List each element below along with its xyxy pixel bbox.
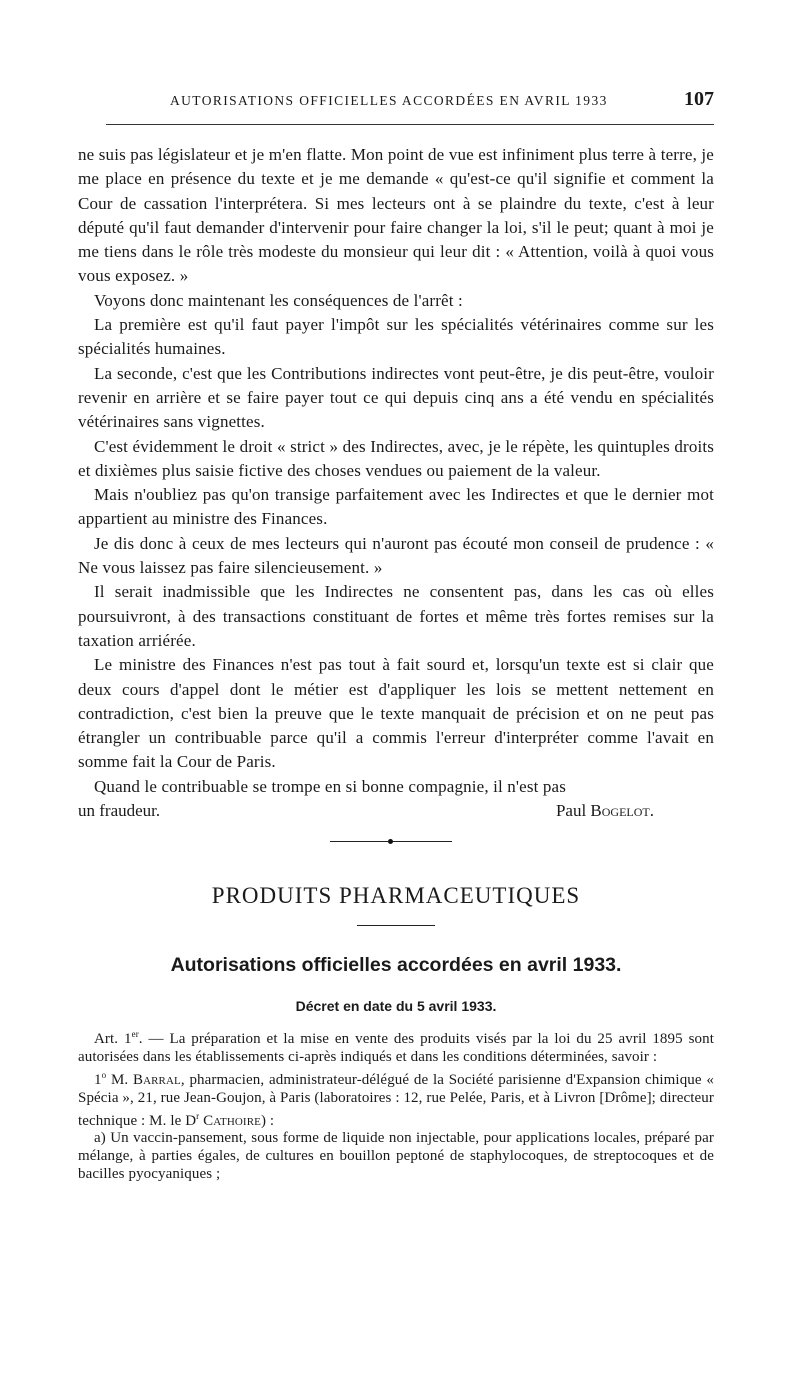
- art-text: . — La préparation et la mise en vente des produits visés par la loi du 25 avril 1895 sont autorisées dans les établissements ci-après indiqués et dans les conditions déterminées, savoir :: [78, 1031, 714, 1066]
- article-paragraph: [78, 1026, 714, 1067]
- paragraph: Voyons donc maintenant les conséquences de l'arrêt :: [94, 290, 463, 310]
- item-end: ) :: [260, 1112, 275, 1129]
- item-dr-sup: r: [196, 1110, 200, 1121]
- article-body: [78, 143, 714, 823]
- page-number: 107: [684, 88, 714, 110]
- ornament-divider: [330, 841, 452, 843]
- art-label: Art. 1: [94, 1031, 132, 1048]
- signoff-line: [78, 799, 714, 823]
- running-title: AUTORISATIONS OFFICIELLES ACCORDÉES EN AVRIL 1933: [170, 93, 608, 108]
- paragraph: Je dis donc à ceux de mes lecteurs qui n'auront pas écouté mon conseil de prudence : « Ne vous laissez pas faire silencieusement. »: [78, 533, 714, 578]
- running-header: [78, 88, 714, 114]
- paragraph: Le ministre des Finances n'est pas tout à fait sourd et, lorsqu'un texte est si clair que deux cours d'appel dont le métier est d'appliquer les lois se mettent nettement en contradiction, c'est bien la preuve que le texte manquait de précision et on ne peut pas étrangler un contribuable parce qu'il a commis l'erreur d'interpréter comme l'avait en somme fait la Cour de Paris.: [78, 655, 714, 772]
- paragraph: Mais n'oubliez pas qu'on transige parfaitement avec les Indirectes et que le dernier mot appartient au ministre des Finances.: [78, 485, 714, 529]
- item-name: Barral: [132, 1071, 181, 1088]
- header-rule: [106, 124, 714, 125]
- page: [78, 88, 714, 1184]
- decree-heading: Décret en date du 5 avril 1933.: [295, 998, 497, 1015]
- closing-fragment: un fraudeur.: [78, 801, 161, 821]
- signature-last: Bogelot.: [590, 801, 654, 821]
- sub-item-paragraph: a) Un vaccin-pansement, sous forme de liquide non injectable, pour applications locales, préparé par mélange, à parties égales, de cultures en bouillon peptoné de staphylocoques, de streptocoques et de bacilles pyocyaniques ;: [78, 1130, 714, 1182]
- section-rule: [357, 925, 435, 926]
- ornament-dot: [388, 839, 393, 844]
- author-signature: [556, 799, 654, 823]
- paragraph: ne suis pas législateur et je m'en flatte. Mon point de vue est infiniment plus terre à terre, je me place en présence du texte et je me demande « qu'est-ce qu'il signifie et comment la Cour de cassation l'interprétera. Si mes lecteurs ont à se plaindre du texte, c'est à leur député qu'il faut demander d'intervenir pour faire changer la loi, s'il le peut; quant à moi je me tiens dans le rôle très modeste du monsieur qui leur dit : « Attention, voilà à quoi vous vous exposez. »: [78, 145, 714, 286]
- paragraph: Quand le contribuable se trompe en si bonne compagnie, il n'est pas: [94, 776, 566, 796]
- item-paragraph: [78, 1067, 714, 1130]
- section-title: PRODUITS PHARMACEUTIQUES: [211, 883, 581, 909]
- item-num: 1: [94, 1071, 102, 1088]
- paragraph: Il serait inadmissible que les Indirectes ne consentent pas, dans les cas où elles poursuivront, à des transactions constituant de fortes et même très fortes remises sur la taxation arriérée.: [78, 582, 714, 650]
- paragraph: La seconde, c'est que les Contributions indirectes vont peut-être, je dis peut-être, vouloir revenir en arrière et se faire payer tout ce qui depuis cinq ans a été vendu en spécialités vétérinaires sans vignettes.: [78, 363, 714, 432]
- item-text: , pharmacien, administrateur-délégué de la Société parisienne d'Expansion chimique « Spécia », 21, rue Jean-Goujon, à Paris (laboratoires : 12, rue Pelée, Paris, et à Livron [Drôme]; directeur technique : M. le D: [78, 1071, 714, 1129]
- item-sup: o: [101, 1069, 107, 1080]
- item-director: Cathoire: [203, 1112, 261, 1129]
- art-sup: er: [131, 1029, 139, 1040]
- paragraph: C'est évidemment le droit « strict » des Indirectes, avec, je le répète, les quintuples droits et dixièmes plus saisie fictive des choses vendues ou paiement de la valeur.: [78, 436, 714, 480]
- section-subtitle: Autorisations officielles accordées en avril 1933.: [170, 954, 622, 977]
- decree-body: [78, 1026, 714, 1183]
- signature-first: Paul: [555, 801, 587, 821]
- paragraph: La première est qu'il faut payer l'impôt sur les spécialités vétérinaires comme sur les spécialités humaines.: [78, 315, 714, 359]
- item-prefix: M.: [106, 1071, 133, 1088]
